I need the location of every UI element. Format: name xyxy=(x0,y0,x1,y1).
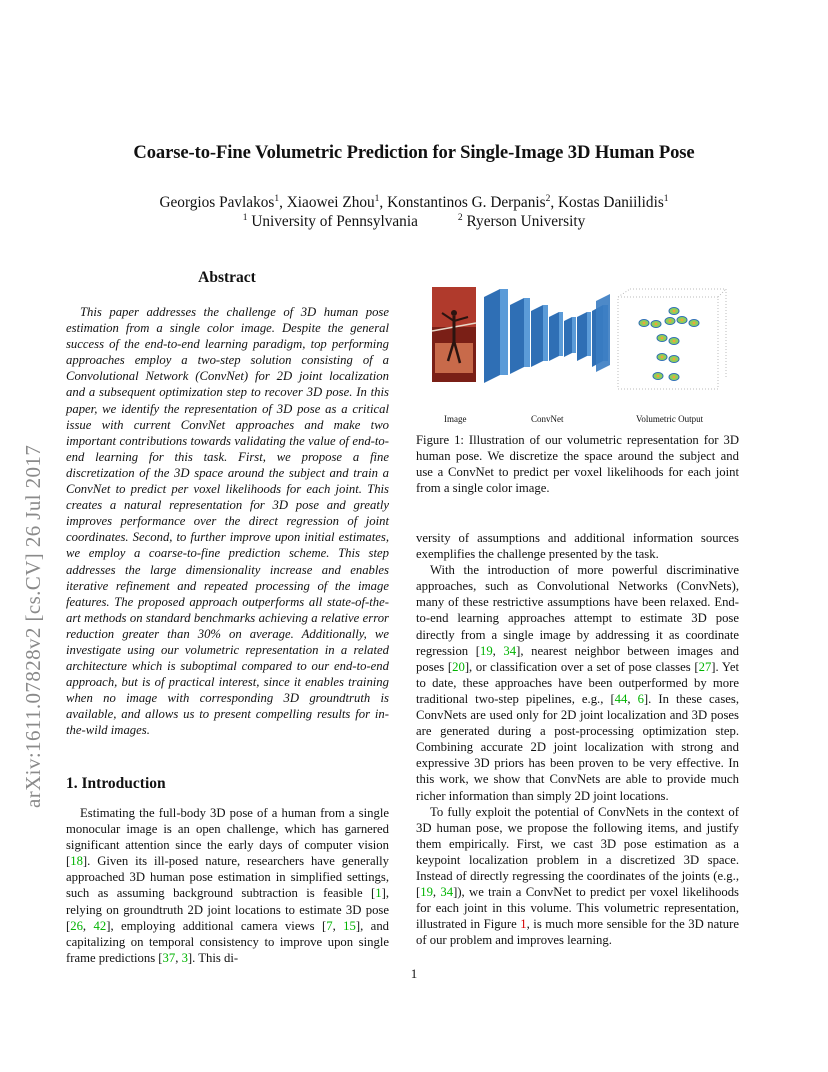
citation-link[interactable]: 19 xyxy=(420,885,433,900)
author: Konstantinos G. Derpanis xyxy=(387,194,546,211)
intro-paragraph: Estimating the full-body 3D pose of a human from a single monocular image is an open challenge, which has garnered significant attention since the early days of computer vision [18]. Given its ill-posed nature, researchers have generally approached 3D human pose estimation in simplified settings, such as assuming background subtraction is feasible [1], relying on groundtruth 2D joint locations to estimate 3D pose [26, 42], employing additional camera views [7, 15], and capitalizing on temporal consistency to improve upon single frame predictions [37, 3]. This di- xyxy=(66,806,390,965)
affiliation-mark: 1 xyxy=(242,213,248,223)
citation-link[interactable]: 15 xyxy=(343,918,356,933)
citation-link[interactable]: 19 xyxy=(479,643,493,658)
citation-link[interactable]: 42 xyxy=(93,918,107,933)
citation-link[interactable]: 7 xyxy=(326,918,333,933)
citation-link[interactable]: 6 xyxy=(637,691,644,706)
citation-link[interactable]: 27 xyxy=(698,659,712,674)
citation-link[interactable]: 34 xyxy=(503,643,517,658)
arxiv-identifier: arXiv:1611.07828v2 [cs.CV] 26 Jul 2017 xyxy=(21,444,45,808)
intro-column-left xyxy=(66,805,389,966)
author: Xiaowei Zhou xyxy=(286,194,375,211)
figure-reference-link[interactable]: 1 xyxy=(520,917,527,932)
convnet-diagram xyxy=(484,289,610,383)
figure-label-image: Image xyxy=(444,414,467,424)
volumetric-output-diagram xyxy=(618,289,726,389)
citation-link[interactable]: 37 xyxy=(162,950,176,965)
affiliation: University of Pennsylvania xyxy=(251,213,418,230)
author-affiliation-mark: 2 xyxy=(545,194,551,204)
section-heading: 1. Introduction xyxy=(66,775,166,792)
abstract-text xyxy=(66,304,389,739)
paper-title: Coarse-to-Fine Volumetric Prediction for Single-Image 3D Human Pose xyxy=(133,142,695,163)
author: Georgios Pavlakos xyxy=(159,194,275,211)
citation-link[interactable]: 1 xyxy=(375,886,382,901)
figure-1-illustration xyxy=(430,283,730,408)
author-affiliation-mark: 1 xyxy=(374,194,380,204)
author: Kostas Daniilidis xyxy=(557,194,664,211)
author-list: Georgios Pavlakos$^1$, Xiaowei Zhou$^1$, Konstantinos G. Derpanis$^2$, Kostas Daniilidis$^1$ xyxy=(159,194,669,211)
intro-column-right xyxy=(416,530,739,948)
figure-label-volumetric-output: Volumetric Output xyxy=(636,414,704,424)
intro-paragraph: versity of assumptions and additional information sources exemplifies the challenge presented by the task. xyxy=(416,531,739,562)
author-affiliation-mark: 1 xyxy=(663,194,669,204)
citation-link[interactable]: 20 xyxy=(452,659,465,674)
citation-link[interactable]: 18 xyxy=(70,854,83,869)
abstract-paragraph: This paper addresses the challenge of 3D human pose estimation from a single color image. Despite the general success of the end-to-end learning paradigm, top performing approaches employ a two-step solution consisting of a Convolutional Network (ConvNet) for 2D joint localization and a subsequent optimization step to recover 3D pose. In this paper, we identify the representation of 3D pose as a critical issue with current ConvNet approaches and make two important contributions towards validating the value of end-to-end learning for this task. First, we propose a fine discretization of the 3D space around the subject and train a ConvNet to predict per voxel likelihoods for each joint. This creates a natural representation for 3D pose and greatly improves performance over the direct regression of joint coordinates. Second, to further improve upon initial estimates, we employ a coarse-to-fine prediction scheme. This step addresses the large dimensionality increase and enables iterative refinement and repeated processing of the image features. The proposed approach outperforms all state-of-the-art methods on standard benchmarks achieving a relative error reduction greater than 30% on average. Additionally, we investigate using our volumetric representation in a related architecture which is suboptimal compared to our end-to-end approach, but is of practical interest, since it enables training when no image with corresponding 3D groundtruth is available, and allows us to present compelling results for in-the-wild images. xyxy=(66,305,389,738)
figure-1-caption: Figure 1: Illustration of our volumetric representation for 3D human pose. We discretize the space around the subject and use a ConvNet to predict per voxel likelihoods for each joint from a single color image. xyxy=(416,433,739,496)
page-number: 1 xyxy=(410,966,418,981)
intro-paragraph: With the introduction of more powerful discriminative approaches, such as Convolutional Networks (ConvNets), many of these restrictive assumptions have been relaxed. End-to-end learning approaches attempt to estimate 3D pose directly from a single image by addressing it as coordinate regression [19, 34], nearest neighbor between images and poses [20], or classification over a set of pose classes [27]. Yet to date, these approaches have been outperformed by more traditional two-step pipelines, e.g., [44, 6]. In these cases, ConvNets are used only for 2D joint localization and 3D poses are generated during a post-processing optimization step. Combining accurate 2D joint localization with strong and expressive 3D priors has been proven to be very effective. In this work, we show that ConvNets are able to provide much richer information than simply 2D joint locations. xyxy=(416,563,740,803)
abstract-heading: Abstract xyxy=(198,269,256,286)
figure-label-convnet: ConvNet xyxy=(531,414,564,424)
input-image-thumbnail xyxy=(432,287,476,382)
affiliation-list xyxy=(0,213,828,231)
figure-1 xyxy=(430,283,730,408)
affiliation-mark: 2 xyxy=(457,213,463,223)
affiliation: Ryerson University xyxy=(466,213,586,230)
intro-paragraph: To fully exploit the potential of ConvNets in the context of 3D human pose, we propose the following items, and justify them empirically. First, we cast 3D pose estimation as a keypoint localization problem in a discretized 3D space. Instead of directly regressing the coordinates of the joints (e.g., [19, 34]), we train a ConvNet to predict per voxel likelihoods for each joint in this volume. This volumetric representation, illustrated in Figure 1, is much more sensible for the 3D nature of our problem and improves learning. xyxy=(416,804,739,948)
citation-link[interactable]: 44 xyxy=(614,691,628,706)
citation-link[interactable]: 26 xyxy=(70,918,83,933)
citation-link[interactable]: 3 xyxy=(181,950,188,965)
citation-link[interactable]: 34 xyxy=(440,885,454,900)
author-affiliation-mark: 1 xyxy=(274,194,280,204)
